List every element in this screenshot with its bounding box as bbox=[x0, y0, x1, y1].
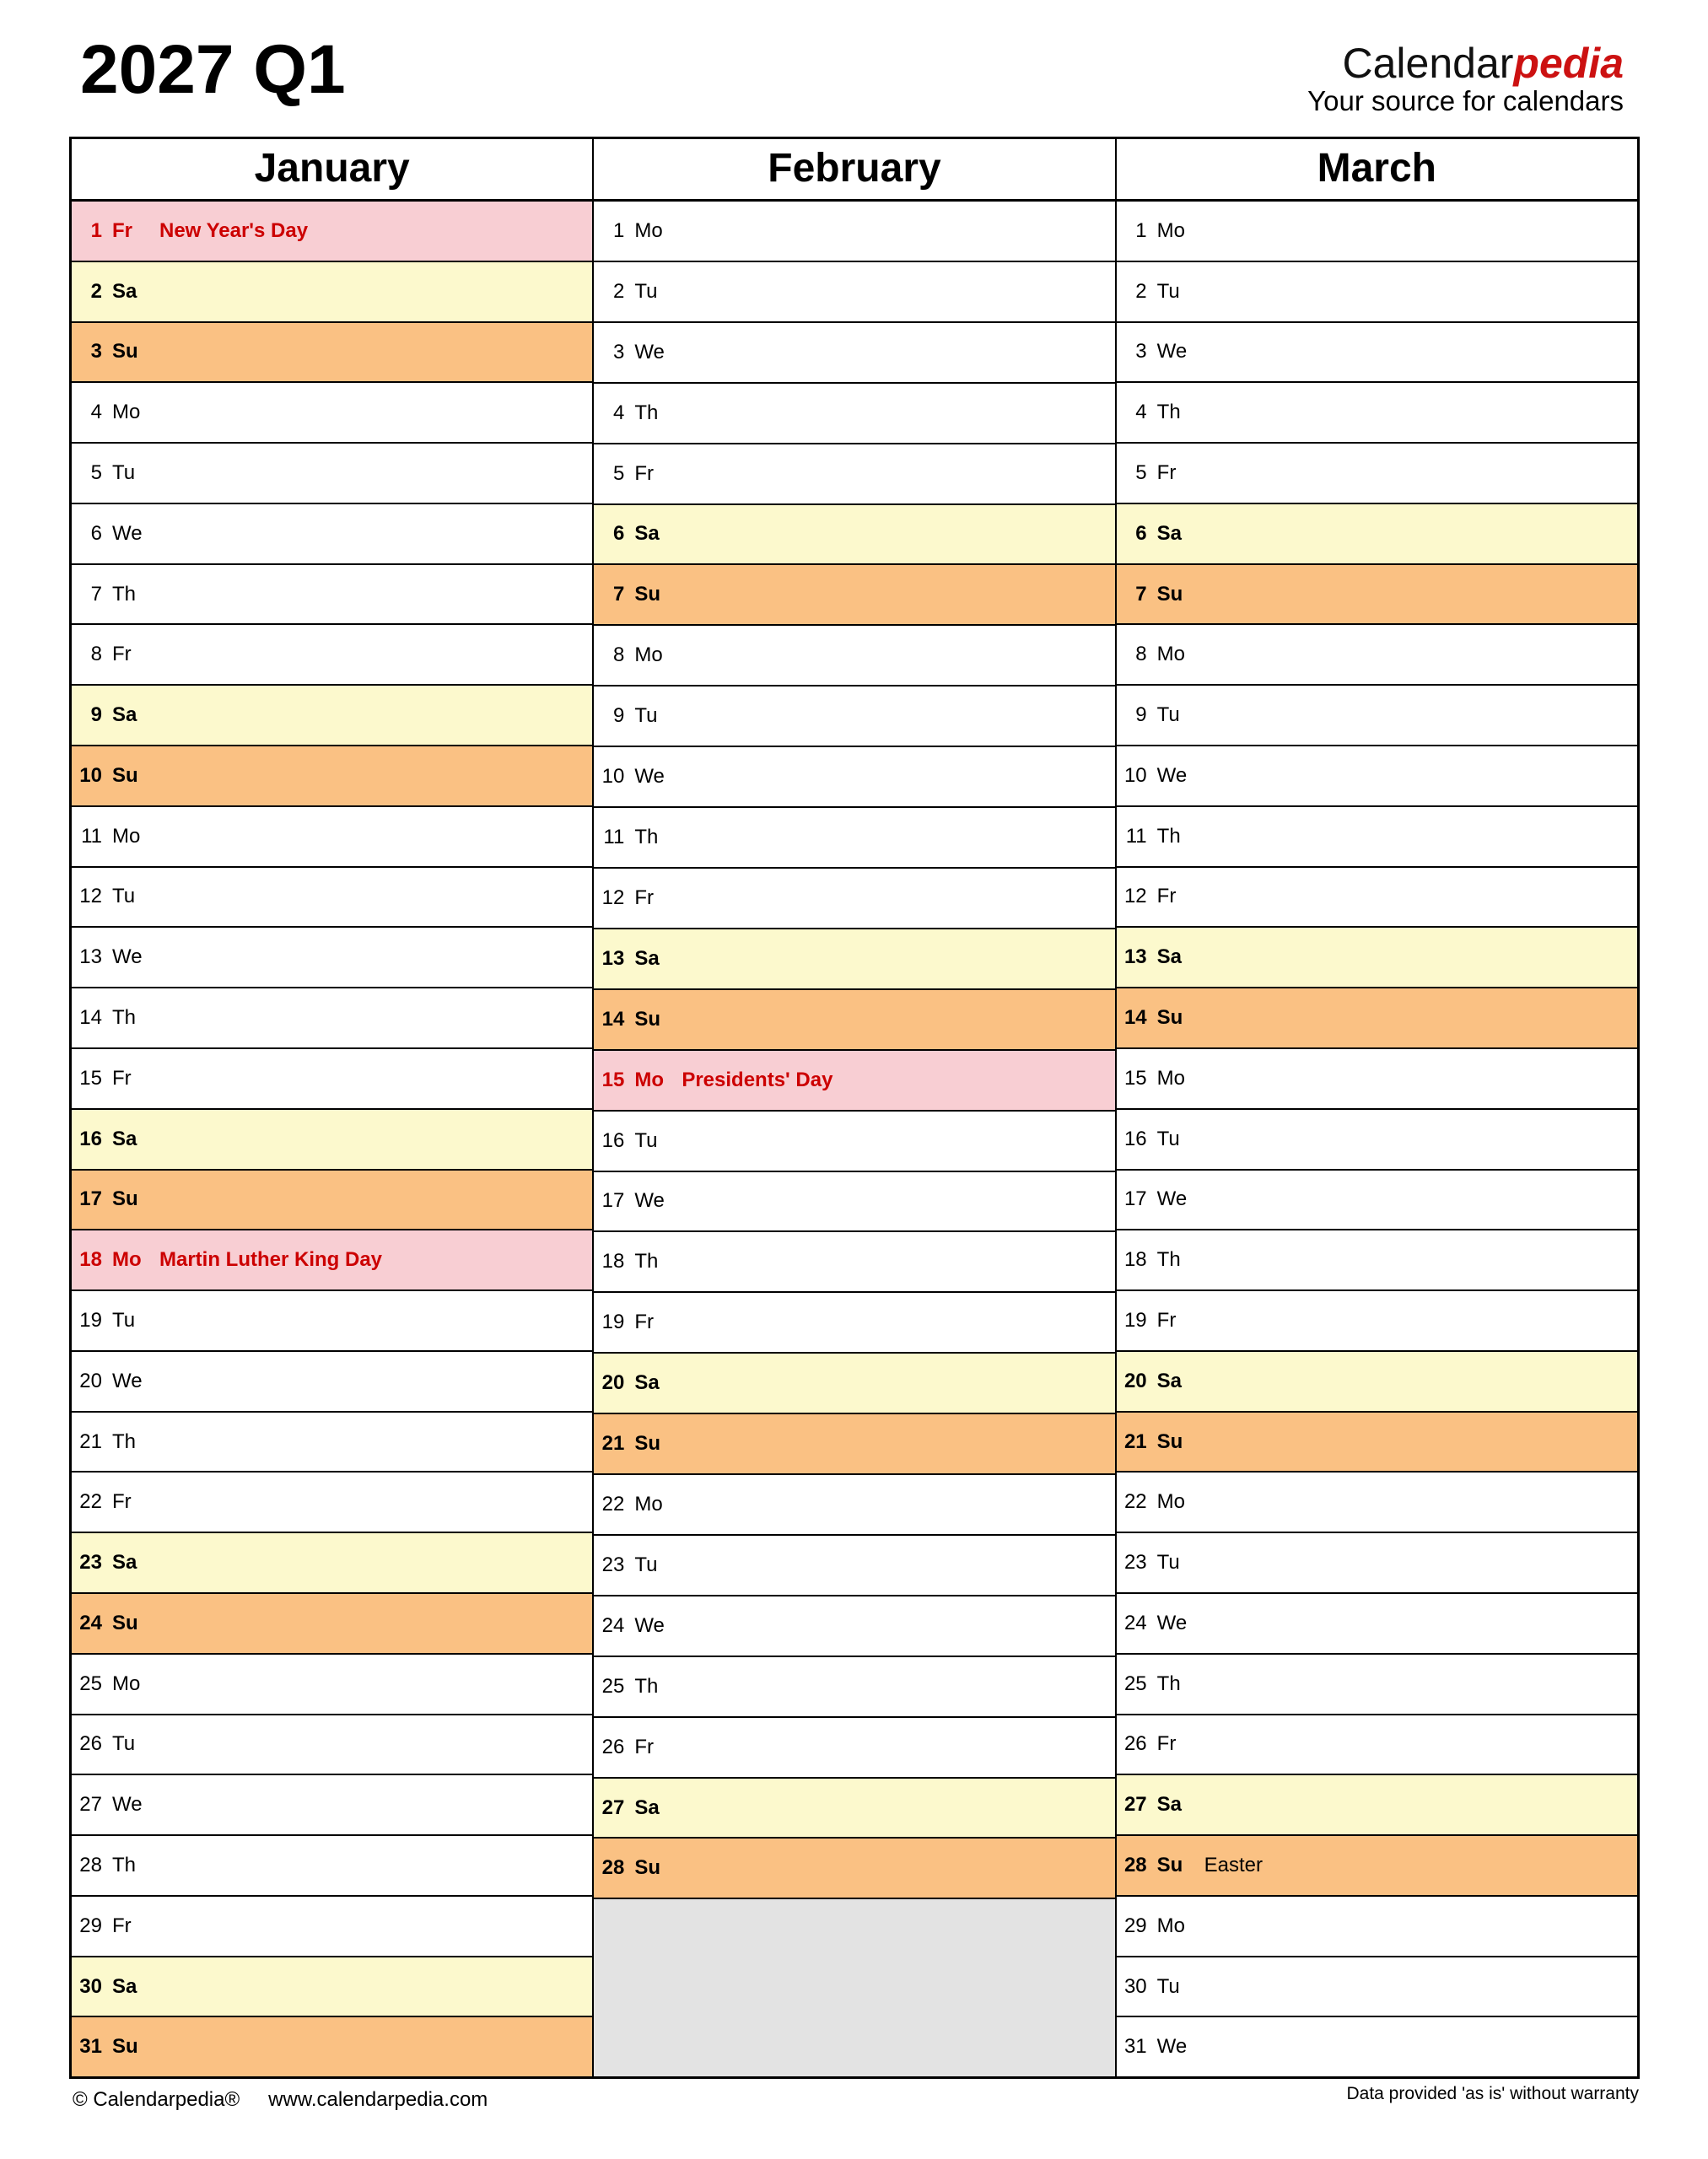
day-row-january-4 bbox=[72, 383, 592, 444]
footer-disclaimer: Data provided 'as is' without warranty bbox=[1346, 2084, 1639, 2103]
day-number: 7 bbox=[1135, 582, 1147, 606]
footer-copyright: © Calendarpedia® bbox=[73, 2088, 240, 2111]
day-of-week: Mo bbox=[1156, 643, 1185, 666]
day-row-march-1 bbox=[1117, 202, 1637, 262]
day-row-january-11 bbox=[72, 807, 592, 868]
day-number: 27 bbox=[1123, 1793, 1147, 1817]
footer-url-link[interactable]: www.calendarpedia.com bbox=[268, 2088, 488, 2111]
day-row-february-5 bbox=[594, 444, 1114, 505]
day-number: 25 bbox=[1123, 1672, 1147, 1695]
day-row-march-15 bbox=[1117, 1049, 1637, 1110]
month-column-january bbox=[72, 139, 594, 2076]
day-of-week: We bbox=[634, 765, 665, 789]
day-row-january-13 bbox=[72, 928, 592, 988]
day-of-week: Su bbox=[634, 1007, 660, 1031]
day-number: 12 bbox=[601, 886, 625, 909]
day-of-week: We bbox=[112, 1369, 143, 1392]
day-of-week: Mo bbox=[1156, 1066, 1185, 1090]
day-number: 22 bbox=[601, 1492, 625, 1516]
day-number: 17 bbox=[79, 1187, 102, 1211]
day-number: 16 bbox=[79, 1127, 102, 1150]
day-of-week: Su bbox=[112, 763, 138, 787]
day-row-january-25 bbox=[72, 1655, 592, 1715]
day-number: 5 bbox=[1135, 461, 1147, 485]
day-row-february-11 bbox=[594, 808, 1114, 869]
day-of-week: We bbox=[1156, 1611, 1188, 1634]
day-of-week: We bbox=[1156, 340, 1188, 363]
day-of-week: Su bbox=[1156, 1429, 1183, 1453]
day-of-week: Fr bbox=[1156, 461, 1177, 485]
day-of-week: Tu bbox=[1156, 703, 1180, 727]
day-row-january-22 bbox=[72, 1473, 592, 1533]
day-number: 2 bbox=[90, 279, 102, 303]
day-number: 7 bbox=[90, 582, 102, 606]
day-row-january-20 bbox=[72, 1352, 592, 1413]
day-of-week: Sa bbox=[112, 1551, 137, 1575]
day-of-week: Su bbox=[1156, 1853, 1183, 1876]
day-row-march-23 bbox=[1117, 1533, 1637, 1594]
day-number: 18 bbox=[601, 1250, 625, 1273]
logo-text-pedia: pedia bbox=[1513, 40, 1624, 87]
day-number: 24 bbox=[601, 1613, 625, 1637]
day-row-january-10 bbox=[72, 746, 592, 807]
day-number: 24 bbox=[79, 1611, 102, 1634]
day-row-january-28 bbox=[72, 1836, 592, 1897]
day-number: 30 bbox=[1123, 1974, 1147, 1998]
day-number: 15 bbox=[1123, 1066, 1147, 1090]
day-row-january-14 bbox=[72, 988, 592, 1049]
day-of-week: Sa bbox=[112, 703, 137, 727]
day-row-february-23 bbox=[594, 1536, 1114, 1596]
day-of-week: Fr bbox=[634, 461, 654, 485]
holiday-label: New Year's Day bbox=[159, 218, 309, 242]
day-number: 7 bbox=[612, 583, 625, 606]
day-row-february-7 bbox=[594, 565, 1114, 626]
day-of-week: Mo bbox=[634, 1068, 664, 1091]
day-of-week: We bbox=[634, 1189, 665, 1213]
day-number: 4 bbox=[90, 401, 102, 424]
day-row-february-14 bbox=[594, 990, 1114, 1051]
day-of-week: Sa bbox=[634, 522, 660, 546]
day-number: 21 bbox=[1123, 1429, 1147, 1453]
month-body-march bbox=[1117, 202, 1637, 2076]
empty-cell-block bbox=[594, 1899, 1114, 2076]
day-number: 15 bbox=[79, 1066, 102, 1090]
day-of-week: Mo bbox=[1156, 1490, 1185, 1514]
day-number: 9 bbox=[90, 703, 102, 727]
day-number: 3 bbox=[90, 340, 102, 363]
logo-tagline: Your source for calendars bbox=[1307, 85, 1624, 116]
day-of-week: Mo bbox=[1156, 218, 1185, 242]
day-number: 20 bbox=[79, 1369, 102, 1392]
calendar-table bbox=[69, 137, 1640, 2079]
day-number: 6 bbox=[612, 522, 625, 546]
day-row-january-24 bbox=[72, 1594, 592, 1655]
day-row-february-3 bbox=[594, 323, 1114, 384]
day-row-february-20 bbox=[594, 1354, 1114, 1414]
day-number: 11 bbox=[603, 826, 625, 849]
day-of-week: Tu bbox=[634, 704, 658, 728]
day-of-week: We bbox=[112, 1793, 143, 1817]
day-row-january-5 bbox=[72, 444, 592, 504]
holiday-label: Presidents' Day bbox=[682, 1068, 833, 1091]
day-row-january-1 bbox=[72, 202, 592, 262]
day-of-week: Sa bbox=[112, 1127, 137, 1150]
day-of-week: Tu bbox=[112, 1732, 136, 1756]
day-row-january-12 bbox=[72, 868, 592, 929]
day-row-march-10 bbox=[1117, 746, 1637, 807]
day-of-week: We bbox=[634, 1613, 665, 1637]
day-row-march-24 bbox=[1117, 1594, 1637, 1655]
month-header-january: January bbox=[72, 139, 592, 202]
day-of-week: Th bbox=[1156, 401, 1181, 424]
day-number: 31 bbox=[79, 2035, 102, 2059]
day-row-march-13 bbox=[1117, 928, 1637, 988]
day-number: 10 bbox=[601, 765, 625, 789]
day-number: 5 bbox=[612, 461, 625, 485]
day-number: 3 bbox=[1135, 340, 1147, 363]
day-row-january-2 bbox=[72, 262, 592, 323]
day-number: 17 bbox=[1123, 1187, 1147, 1211]
day-row-march-25 bbox=[1117, 1655, 1637, 1715]
day-of-week: Sa bbox=[1156, 1369, 1183, 1392]
day-of-week: Su bbox=[112, 1187, 138, 1211]
day-number: 1 bbox=[612, 218, 625, 242]
day-of-week: Tu bbox=[1156, 1974, 1180, 1998]
day-of-week: Su bbox=[634, 1856, 660, 1880]
day-number: 4 bbox=[612, 401, 625, 424]
day-number: 23 bbox=[601, 1553, 625, 1576]
day-number: 12 bbox=[1123, 885, 1147, 908]
day-of-week: Fr bbox=[634, 1735, 654, 1758]
day-number: 28 bbox=[1123, 1853, 1147, 1876]
day-row-january-30 bbox=[72, 1957, 592, 2018]
footer-left bbox=[73, 2088, 488, 2112]
month-column-march bbox=[1117, 139, 1637, 2076]
day-row-march-12 bbox=[1117, 868, 1637, 929]
day-of-week: Fr bbox=[112, 218, 132, 242]
day-of-week: Fr bbox=[112, 1914, 132, 1937]
day-row-january-21 bbox=[72, 1413, 592, 1473]
day-row-february-28 bbox=[594, 1839, 1114, 1899]
day-of-week: Sa bbox=[634, 946, 660, 970]
month-column-february bbox=[594, 139, 1116, 2076]
day-row-march-29 bbox=[1117, 1897, 1637, 1957]
day-row-january-31 bbox=[72, 2017, 592, 2076]
day-row-january-17 bbox=[72, 1171, 592, 1231]
day-of-week: Mo bbox=[112, 1672, 141, 1695]
day-of-week: Mo bbox=[112, 824, 141, 848]
day-of-week: Mo bbox=[1156, 1914, 1185, 1937]
day-of-week: Mo bbox=[634, 1492, 663, 1516]
day-of-week: Th bbox=[634, 826, 659, 849]
day-of-week: We bbox=[634, 340, 665, 363]
day-number: 29 bbox=[1123, 1914, 1147, 1937]
day-of-week: Sa bbox=[1156, 521, 1183, 545]
day-row-january-8 bbox=[72, 625, 592, 686]
day-number: 30 bbox=[79, 1974, 102, 1998]
day-row-february-26 bbox=[594, 1718, 1114, 1779]
day-row-march-2 bbox=[1117, 262, 1637, 323]
day-row-february-12 bbox=[594, 869, 1114, 929]
day-of-week: Fr bbox=[112, 1066, 132, 1090]
day-of-week: Mo bbox=[634, 218, 663, 242]
day-number: 8 bbox=[612, 643, 625, 667]
day-row-january-27 bbox=[72, 1775, 592, 1836]
day-of-week: Tu bbox=[634, 279, 658, 303]
day-number: 23 bbox=[79, 1551, 102, 1575]
day-number: 26 bbox=[601, 1735, 625, 1758]
day-row-february-22 bbox=[594, 1475, 1114, 1536]
day-row-february-18 bbox=[594, 1232, 1114, 1293]
day-number: 13 bbox=[601, 946, 625, 970]
day-number: 9 bbox=[1135, 703, 1147, 727]
day-row-january-6 bbox=[72, 504, 592, 565]
day-row-march-7 bbox=[1117, 565, 1637, 626]
day-row-january-3 bbox=[72, 323, 592, 384]
day-row-february-2 bbox=[594, 262, 1114, 323]
day-of-week: We bbox=[112, 945, 143, 969]
day-row-january-29 bbox=[72, 1897, 592, 1957]
day-number: 17 bbox=[601, 1189, 625, 1213]
day-row-february-15 bbox=[594, 1051, 1114, 1112]
day-number: 16 bbox=[1123, 1127, 1147, 1150]
logo-wordmark bbox=[1307, 40, 1624, 86]
day-row-march-4 bbox=[1117, 383, 1637, 444]
day-row-february-25 bbox=[594, 1657, 1114, 1718]
day-of-week: Fr bbox=[634, 1311, 654, 1334]
day-number: 4 bbox=[1135, 401, 1147, 424]
day-number: 10 bbox=[79, 763, 102, 787]
day-number: 23 bbox=[1123, 1551, 1147, 1575]
day-of-week: Th bbox=[112, 1853, 137, 1876]
day-row-february-4 bbox=[594, 384, 1114, 444]
day-of-week: Sa bbox=[112, 1974, 137, 1998]
day-of-week: Sa bbox=[1156, 945, 1183, 969]
day-number: 20 bbox=[1123, 1369, 1147, 1392]
day-of-week: Su bbox=[112, 340, 138, 363]
day-number: 28 bbox=[79, 1853, 102, 1876]
day-of-week: Sa bbox=[1156, 1793, 1183, 1817]
day-of-week: Mo bbox=[634, 643, 663, 667]
day-number: 14 bbox=[601, 1007, 625, 1031]
day-number: 12 bbox=[79, 885, 102, 908]
day-number: 26 bbox=[79, 1732, 102, 1756]
day-number: 25 bbox=[601, 1674, 625, 1698]
day-of-week: Su bbox=[112, 1611, 138, 1634]
day-of-week: Tu bbox=[1156, 1551, 1180, 1575]
logo-text-calendar: Calendar bbox=[1342, 40, 1514, 87]
day-row-march-28 bbox=[1117, 1836, 1637, 1897]
day-of-week: Th bbox=[634, 401, 659, 424]
day-of-week: We bbox=[1156, 763, 1188, 787]
day-number: 21 bbox=[79, 1429, 102, 1453]
page-title: 2027 Q1 bbox=[80, 31, 346, 108]
calendarpedia-logo[interactable] bbox=[1307, 40, 1624, 116]
day-number: 19 bbox=[601, 1311, 625, 1334]
day-of-week: Fr bbox=[1156, 885, 1177, 908]
day-row-january-18 bbox=[72, 1230, 592, 1291]
day-of-week: Su bbox=[634, 583, 660, 606]
day-row-february-24 bbox=[594, 1596, 1114, 1657]
day-of-week: Fr bbox=[1156, 1732, 1177, 1756]
day-number: 29 bbox=[79, 1914, 102, 1937]
day-of-week: We bbox=[1156, 2035, 1188, 2059]
day-number: 27 bbox=[601, 1796, 625, 1819]
day-of-week: Th bbox=[1156, 1672, 1181, 1695]
day-row-february-8 bbox=[594, 626, 1114, 686]
day-number: 11 bbox=[81, 824, 102, 848]
month-header-february: February bbox=[594, 139, 1114, 202]
day-number: 21 bbox=[601, 1432, 625, 1456]
day-of-week: Tu bbox=[1156, 279, 1180, 303]
day-row-february-27 bbox=[594, 1779, 1114, 1839]
day-row-march-17 bbox=[1117, 1171, 1637, 1231]
day-row-march-19 bbox=[1117, 1291, 1637, 1352]
day-number: 2 bbox=[1135, 279, 1147, 303]
day-number: 14 bbox=[79, 1006, 102, 1030]
day-number: 27 bbox=[79, 1793, 102, 1817]
day-number: 25 bbox=[79, 1672, 102, 1695]
day-number: 31 bbox=[1123, 2035, 1147, 2059]
day-number: 13 bbox=[1123, 945, 1147, 969]
day-row-january-16 bbox=[72, 1110, 592, 1171]
day-of-week: Th bbox=[112, 582, 137, 606]
day-of-week: We bbox=[1156, 1187, 1188, 1211]
day-row-march-6 bbox=[1117, 504, 1637, 565]
day-of-week: Su bbox=[634, 1432, 660, 1456]
day-row-march-16 bbox=[1117, 1110, 1637, 1171]
day-number: 8 bbox=[90, 643, 102, 666]
day-number: 20 bbox=[601, 1371, 625, 1395]
day-row-march-8 bbox=[1117, 625, 1637, 686]
day-number: 3 bbox=[612, 340, 625, 363]
day-number: 22 bbox=[79, 1490, 102, 1514]
day-of-week: Tu bbox=[1156, 1127, 1180, 1150]
day-of-week: Su bbox=[112, 2035, 138, 2059]
day-of-week: Sa bbox=[634, 1796, 660, 1819]
day-row-march-27 bbox=[1117, 1775, 1637, 1836]
day-row-february-9 bbox=[594, 686, 1114, 747]
day-row-february-16 bbox=[594, 1112, 1114, 1172]
day-row-february-17 bbox=[594, 1172, 1114, 1233]
day-number: 1 bbox=[90, 218, 102, 242]
day-of-week: Fr bbox=[112, 643, 132, 666]
day-of-week: Th bbox=[112, 1429, 137, 1453]
month-body-february bbox=[594, 202, 1114, 2076]
holiday-label: Easter bbox=[1204, 1853, 1263, 1876]
day-of-week: Mo bbox=[112, 401, 141, 424]
day-number: 19 bbox=[79, 1308, 102, 1332]
day-row-january-23 bbox=[72, 1533, 592, 1594]
day-number: 18 bbox=[1123, 1248, 1147, 1272]
day-row-january-26 bbox=[72, 1715, 592, 1776]
day-number: 18 bbox=[79, 1248, 102, 1272]
day-number: 22 bbox=[1123, 1490, 1147, 1514]
day-of-week: Tu bbox=[634, 1553, 658, 1576]
day-row-march-22 bbox=[1117, 1473, 1637, 1533]
day-of-week: Fr bbox=[634, 886, 654, 909]
day-number: 24 bbox=[1123, 1611, 1147, 1634]
day-row-february-10 bbox=[594, 747, 1114, 808]
day-of-week: Tu bbox=[112, 885, 136, 908]
day-of-week: Tu bbox=[112, 1308, 136, 1332]
day-of-week: Tu bbox=[112, 461, 136, 485]
day-of-week: Th bbox=[634, 1250, 659, 1273]
day-of-week: Su bbox=[1156, 1006, 1183, 1030]
day-number: 28 bbox=[601, 1856, 625, 1880]
day-of-week: Sa bbox=[634, 1371, 660, 1395]
day-number: 2 bbox=[612, 279, 625, 303]
month-body-january bbox=[72, 202, 592, 2076]
day-of-week: Su bbox=[1156, 582, 1183, 606]
day-number: 26 bbox=[1123, 1732, 1147, 1756]
day-of-week: Fr bbox=[112, 1490, 132, 1514]
day-row-february-13 bbox=[594, 929, 1114, 990]
day-number: 9 bbox=[612, 704, 625, 728]
day-number: 10 bbox=[1123, 763, 1147, 787]
day-row-january-15 bbox=[72, 1049, 592, 1110]
day-number: 1 bbox=[1135, 218, 1147, 242]
day-number: 8 bbox=[1135, 643, 1147, 666]
day-number: 11 bbox=[1125, 824, 1147, 848]
day-number: 15 bbox=[601, 1068, 625, 1091]
day-of-week: Th bbox=[112, 1006, 137, 1030]
day-of-week: Th bbox=[1156, 824, 1181, 848]
day-row-march-9 bbox=[1117, 686, 1637, 746]
day-row-february-19 bbox=[594, 1293, 1114, 1354]
day-row-march-26 bbox=[1117, 1715, 1637, 1776]
day-row-february-6 bbox=[594, 505, 1114, 566]
day-row-march-5 bbox=[1117, 444, 1637, 504]
day-row-march-18 bbox=[1117, 1230, 1637, 1291]
day-row-january-19 bbox=[72, 1291, 592, 1352]
day-of-week: Fr bbox=[1156, 1308, 1177, 1332]
day-row-february-21 bbox=[594, 1414, 1114, 1475]
day-number: 13 bbox=[79, 945, 102, 969]
day-of-week: Tu bbox=[634, 1128, 658, 1152]
day-row-february-1 bbox=[594, 202, 1114, 262]
day-row-march-11 bbox=[1117, 807, 1637, 868]
day-row-march-21 bbox=[1117, 1413, 1637, 1473]
day-row-march-31 bbox=[1117, 2017, 1637, 2076]
day-of-week: Mo bbox=[112, 1248, 142, 1272]
day-row-january-9 bbox=[72, 686, 592, 746]
holiday-label: Martin Luther King Day bbox=[159, 1248, 383, 1272]
day-row-march-3 bbox=[1117, 323, 1637, 384]
day-number: 19 bbox=[1123, 1308, 1147, 1332]
day-number: 6 bbox=[1135, 521, 1147, 545]
day-of-week: Sa bbox=[112, 279, 137, 303]
day-of-week: Th bbox=[634, 1674, 659, 1698]
day-number: 5 bbox=[90, 461, 102, 485]
day-of-week: We bbox=[112, 521, 143, 545]
day-number: 6 bbox=[90, 521, 102, 545]
day-number: 16 bbox=[601, 1128, 625, 1152]
day-row-january-7 bbox=[72, 565, 592, 626]
month-header-march: March bbox=[1117, 139, 1637, 202]
day-number: 14 bbox=[1123, 1006, 1147, 1030]
day-row-march-14 bbox=[1117, 988, 1637, 1049]
day-row-march-30 bbox=[1117, 1957, 1637, 2018]
day-of-week: Th bbox=[1156, 1248, 1181, 1272]
day-row-march-20 bbox=[1117, 1352, 1637, 1413]
